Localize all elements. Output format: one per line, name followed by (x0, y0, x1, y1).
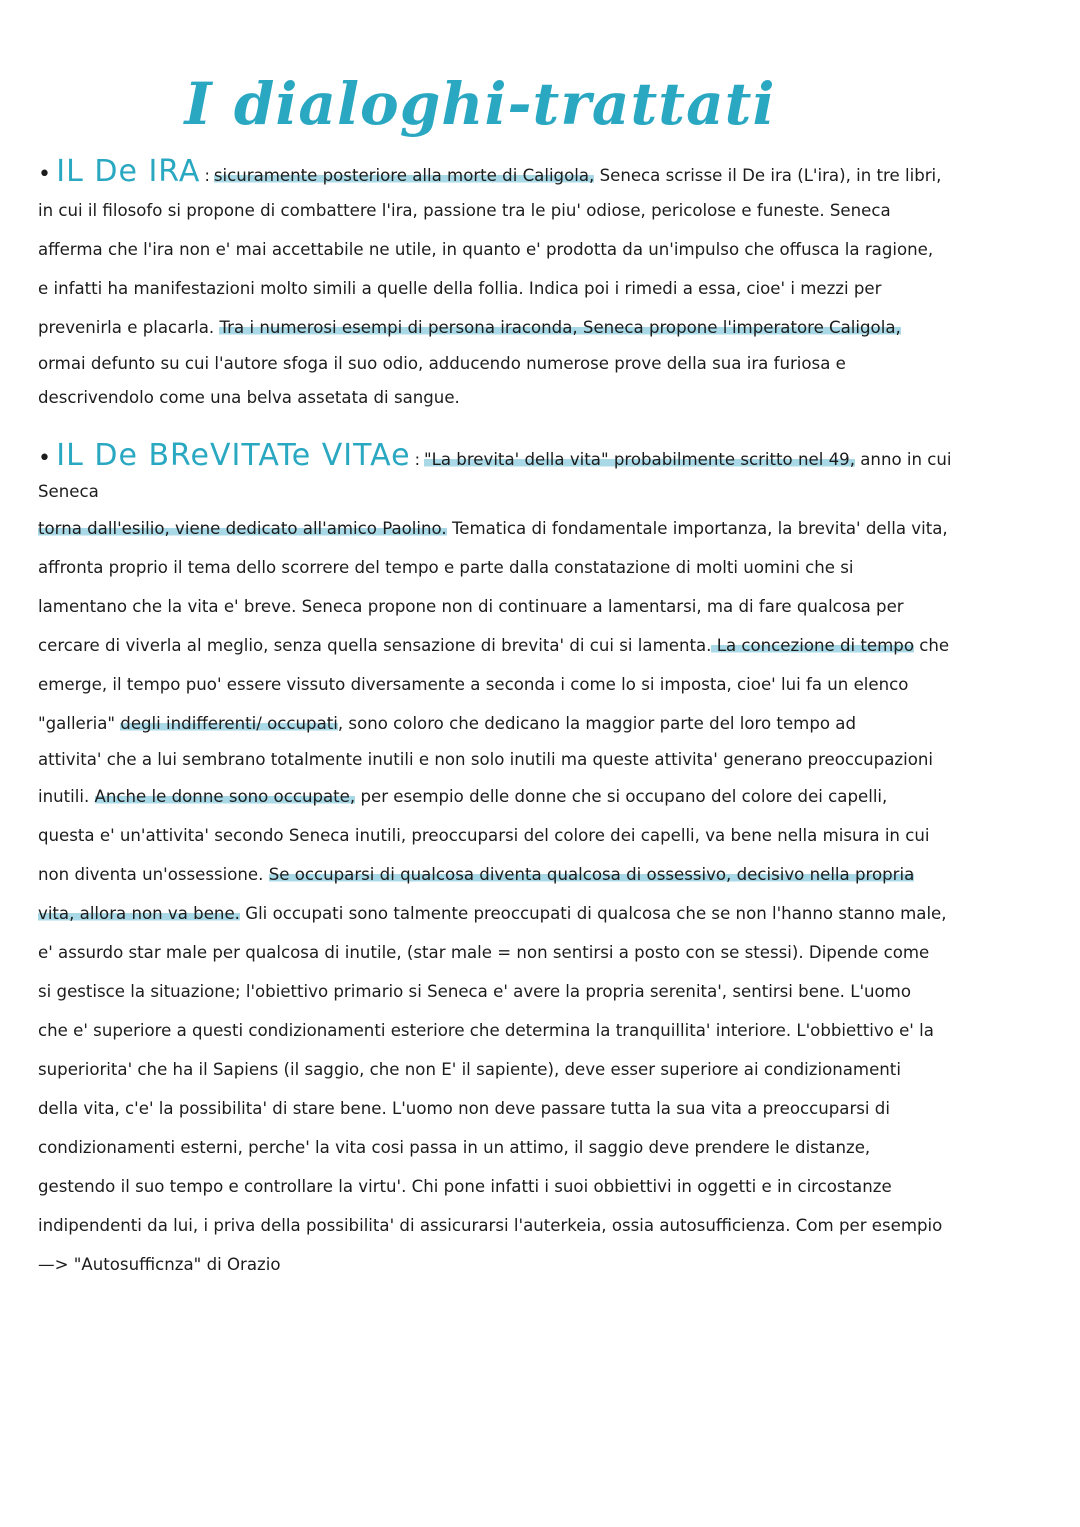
text-line: indipendenti da lui, i priva della possibilita' di assicurarsi l'auterkeia, ossia autosufficienza. Com per esempio (38, 1216, 943, 1235)
bullet-icon: • (38, 162, 51, 187)
text-line (38, 436, 1028, 475)
text-line: afferma che l'ira non e' mai accettabile ne utile, in quanto e' prodotta da un'impulso che offusca la ragione, (38, 240, 934, 259)
text-line: questa e' un'attivita' secondo Seneca inutili, preoccuparsi del colore dei capelli, va bene nella misura in cui (38, 826, 930, 845)
text-span: prevenirla e placarla. (38, 318, 220, 337)
text-span: non diventa un'ossessione. (38, 865, 269, 884)
text-line (38, 777, 1028, 816)
text-line (38, 152, 1028, 191)
highlighted-text: "La brevita' della vita" probabilmente scritto nel 49, (423, 450, 855, 469)
text-line (38, 509, 1028, 548)
highlighted-text: torna dall'esilio, viene dedicato all'amico Paolino. (38, 519, 447, 538)
highlighted-text: La concezione di tempo (711, 636, 914, 655)
text-span: "galleria" (38, 714, 121, 733)
text-line: descrivendolo come una belva assetata di sangue. (38, 388, 460, 407)
text-line: della vita, c'e' la possibilita' di stare bene. L'uomo non deve passare tutta la sua vita a preoccuparsi di (38, 1099, 890, 1118)
text-line: Seneca (38, 482, 99, 501)
text-line: ormai defunto su cui l'autore sfoga il suo odio, adducendo numerose prove della sua ira furiosa e (38, 354, 846, 373)
highlighted-text: Anche le donne sono occupate, (94, 787, 356, 806)
highlighted-text: Se occuparsi di qualcosa diventa qualcosa di ossessivo, decisivo nella propria (268, 865, 915, 884)
text-span: Seneca scrisse il De ira (L'ira), in tre libri, (594, 166, 942, 185)
text-line: condizionamenti esterni, perche' la vita cosi passa in un attimo, il saggio deve prendere le distanze, (38, 1138, 871, 1157)
text-span: per esempio delle donne che si occupano del colore dei capelli, (355, 787, 888, 806)
text-line: e infatti ha manifestazioni molto simili a quelle della follia. Indica poi i rimedi a essa, cioe' i mezzi per (38, 279, 882, 298)
heading-colon: : (414, 450, 420, 469)
highlighted-text: vita, allora non va bene. (38, 904, 240, 923)
text-span: , sono coloro che dedicano la maggior parte del loro tempo ad (337, 714, 856, 733)
text-line: in cui il filosofo si propone di combattere l'ira, passione tra le piu' odiose, pericolose e funeste. Seneca (38, 201, 891, 220)
text-span: anno in cui (854, 450, 952, 469)
section-de-brevitate-vitae (38, 436, 1028, 1284)
text-line: si gestisce la situazione; l'obiettivo primario si Seneca e' avere la propria serenita', sentirsi bene. L'uomo (38, 982, 911, 1001)
highlighted-text: sicuramente posteriore alla morte di Caligola, (213, 166, 595, 185)
text-line: superiorita' che ha il Sapiens (il saggio, che non E' il sapiente), deve esser superiore ai condizionamenti (38, 1060, 901, 1079)
text-line (38, 626, 1028, 665)
text-line: emerge, il tempo puo' essere vissuto diversamente a seconda i come lo si imposta, cioe' lui fa un elenco (38, 675, 909, 694)
text-span: cercare di viverla al meglio, senza quella sensazione di brevita' di cui si lamenta. (38, 636, 712, 655)
page-title: I dialoghi-trattati (184, 70, 776, 138)
text-line: gestendo il suo tempo e controllare la virtu'. Chi pone infatti i suoi obbiettivi in oggetti e in circostanze (38, 1177, 892, 1196)
text-line (38, 704, 1028, 743)
section-heading-de-brevitate-vitae: IL De BReVITATe VITAe (56, 438, 411, 473)
text-line (38, 308, 1028, 347)
text-line (38, 894, 1028, 933)
bullet-icon: • (38, 446, 51, 471)
text-line: affronta proprio il tema dello scorrere del tempo e parte dalla constatazione di molti uomini che si (38, 558, 854, 577)
text-span: Gli occupati sono talmente preoccupati di qualcosa che se non l'hanno stanno male, (239, 904, 947, 923)
text-span: che (913, 636, 950, 655)
text-line: che e' superiore a questi condizionamenti esteriore che determina la tranquillita' interiore. L'obbiettivo e' la (38, 1021, 934, 1040)
text-span: Tematica di fondamentale importanza, la brevita' della vita, (446, 519, 948, 538)
section-de-ira (38, 152, 1028, 415)
text-line: —> "Autosufficnza" di Orazio (38, 1255, 281, 1274)
text-line: e' assurdo star male per qualcosa di inutile, (star male = non sentirsi a posto con se stessi). Dipende come (38, 943, 930, 962)
text-line: lamentano che la vita e' breve. Seneca propone non di continuare a lamentarsi, ma di fare qualcosa per (38, 597, 904, 616)
section-heading-de-ira: IL De IRA (56, 154, 201, 189)
heading-colon: : (204, 166, 210, 185)
highlighted-text: Tra i numerosi esempi di persona iraconda, Seneca propone l'imperatore Caligola, (219, 318, 901, 337)
highlighted-text: degli indifferenti/ occupati (120, 714, 338, 733)
text-span: inutili. (38, 787, 95, 806)
text-line: attivita' che a lui sembrano totalmente inutili e non solo inutili ma queste attivita' generano preoccupazioni (38, 750, 933, 769)
text-line (38, 855, 1028, 894)
